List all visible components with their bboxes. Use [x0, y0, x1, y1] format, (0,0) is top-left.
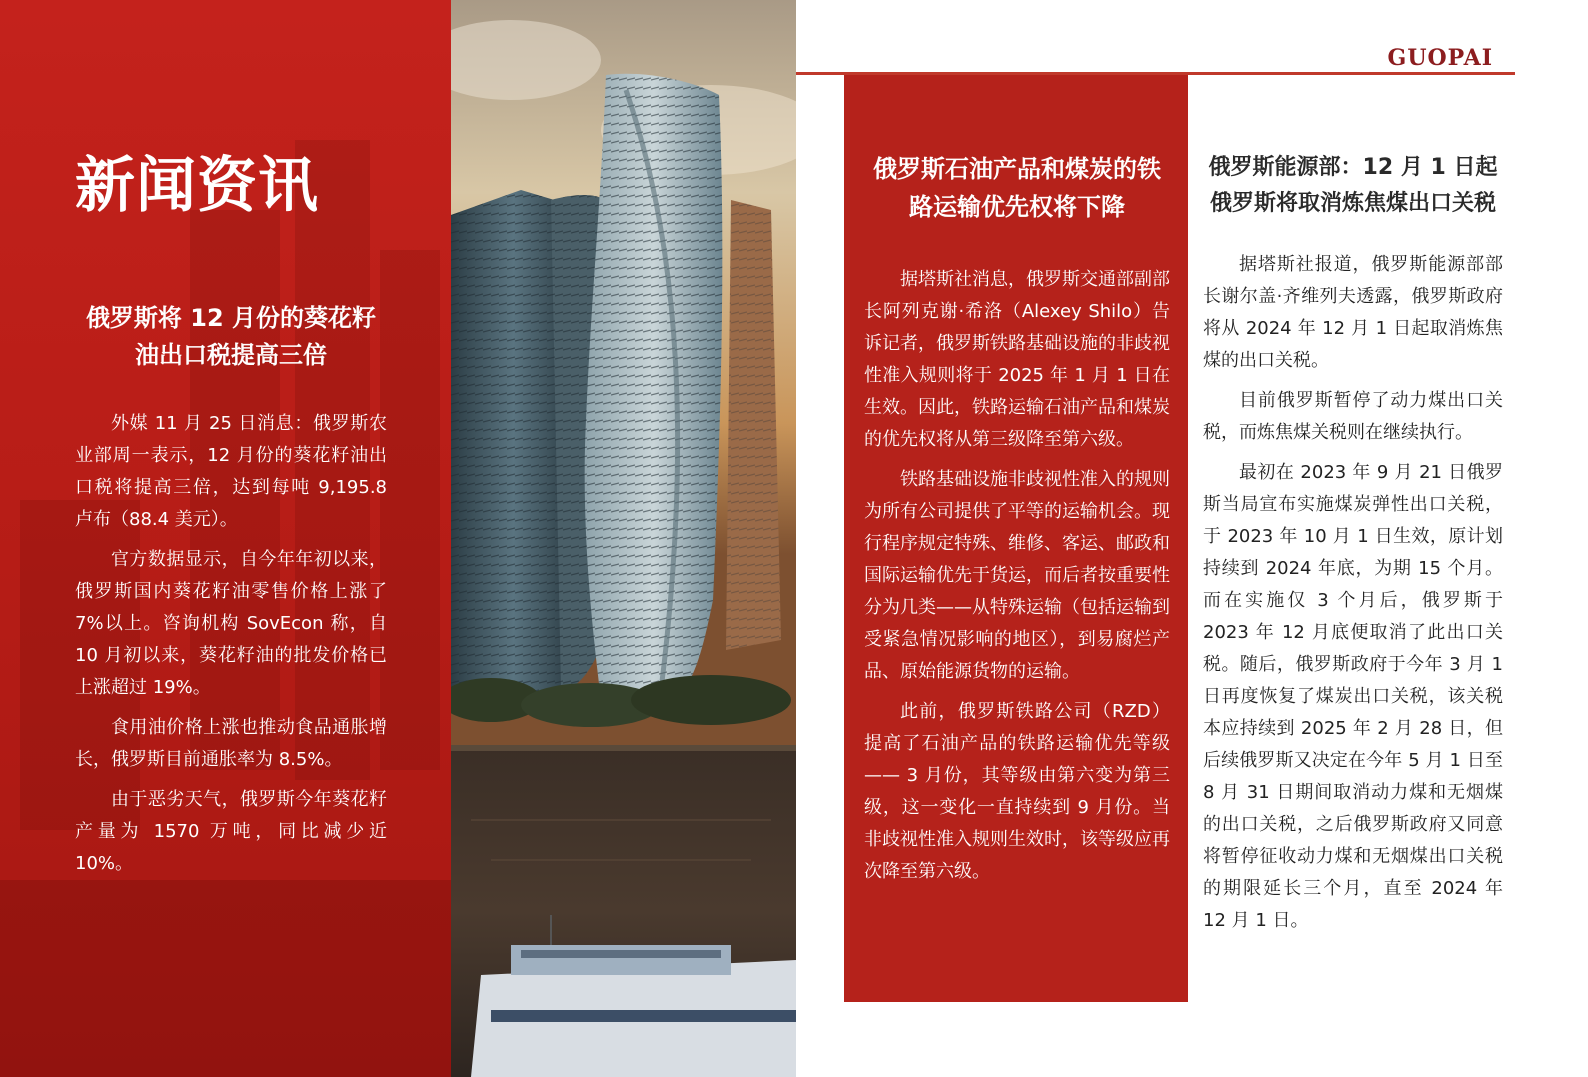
article-title: 俄罗斯将 12 月份的葵花籽油出口税提高三倍 — [85, 304, 377, 369]
left-red-panel — [0, 0, 451, 1077]
article-paragraph: 此前，俄罗斯铁路公司（RZD）提高了石油产品的铁路运输优先等级—— 3 月份，其等级由第六变为第三级，这一变化一直持续到 9 月份。当非歧视性准入规则生效时，该等级应再次降至第六级。 — [864, 701, 1170, 882]
article-paragraph: 据塔斯社报道，俄罗斯能源部部长谢尔盖·齐维列夫透露，俄罗斯政府将从 2024 年 12 月 1 日起取消炼焦煤的出口关税。 — [1203, 254, 1503, 371]
article-paragraph: 外媒 11 月 25 日消息：俄罗斯农业部周一表示，12 月份的葵花籽油出口税将提高三倍，达到每吨 9,195.8 卢布（88.4 美元）。 — [75, 413, 387, 530]
article-coking-coal-duty — [1203, 150, 1503, 945]
article-title: 俄罗斯能源部：12 月 1 日起俄罗斯将取消炼焦煤出口关税 — [1208, 155, 1498, 216]
article-paragraph: 铁路基础设施非歧视性准入的规则为所有公司提供了平等的运输机会。现行程序规定特殊、维修、客运、邮政和国际运输优先于货运，而后者按重要性分为几类——从特殊运输（包括运输到受紧急情况影响的地区），到易腐烂产品、原始能源货物的运输。 — [864, 469, 1170, 682]
article-title: 俄罗斯石油产品和煤炭的铁路运输优先权将下降 — [873, 155, 1161, 221]
article-sunflower-oil — [75, 300, 387, 888]
article-paragraph: 最初在 2023 年 9 月 21 日俄罗斯当局宣布实施煤炭弹性出口关税，于 2023 年 10 月 1 日生效，原计划持续到 2024 年底，为期 15 个月。而在实施仅 3 个月后，俄罗斯于 2023 年 12 月底便取消了此出口关税。随后，俄罗斯政府于今年 3 月 1 日再度恢复了煤炭出口关税，该关税本应持续到 2025 年 2 月 28 日，但后续俄罗斯又决定在今年 5 月 1 日至 8 月 31 日期间取消动力煤和无烟煤的出口关税，之后俄罗斯政府又同意将暂停征收动力煤和无烟煤出口关税的期限延长三个月，直至 2024 年 12 月 1 日。 — [1203, 462, 1503, 931]
article-paragraph: 目前俄罗斯暂停了动力煤出口关税，而炼焦煤关税则在继续执行。 — [1203, 390, 1503, 443]
brand-logo-text: GUOPAI — [1387, 45, 1493, 71]
article-paragraph: 官方数据显示，自今年年初以来，俄罗斯国内葵花籽油零售价格上涨了 7%以上。咨询机构 SovEcon 称，自 10 月初以来，葵花籽油的批发价格已上涨超过 19%。 — [75, 549, 387, 698]
article-paragraph: 食用油价格上涨也推动食品通胀增长，俄罗斯目前通胀率为 8.5%。 — [75, 717, 387, 770]
middle-red-column — [844, 75, 1188, 1002]
city-skyline-photo — [451, 0, 796, 1077]
section-title: 新闻资讯 — [75, 151, 319, 221]
article-paragraph: 由于恶劣天气，俄罗斯今年葵花籽产量为 1570 万吨，同比减少近 10%。 — [75, 789, 387, 874]
article-rail-priority — [864, 150, 1170, 896]
article-paragraph: 据塔斯社消息，俄罗斯交通部副部长阿列克谢·希洛（Alexey Shilo）告诉记者，俄罗斯铁路基础设施的非歧视性准入规则将于 2025 年 1 月 1 日在生效。因此，铁路运输石油产品和煤炭的优先权将从第三级降至第六级。 — [864, 269, 1170, 450]
